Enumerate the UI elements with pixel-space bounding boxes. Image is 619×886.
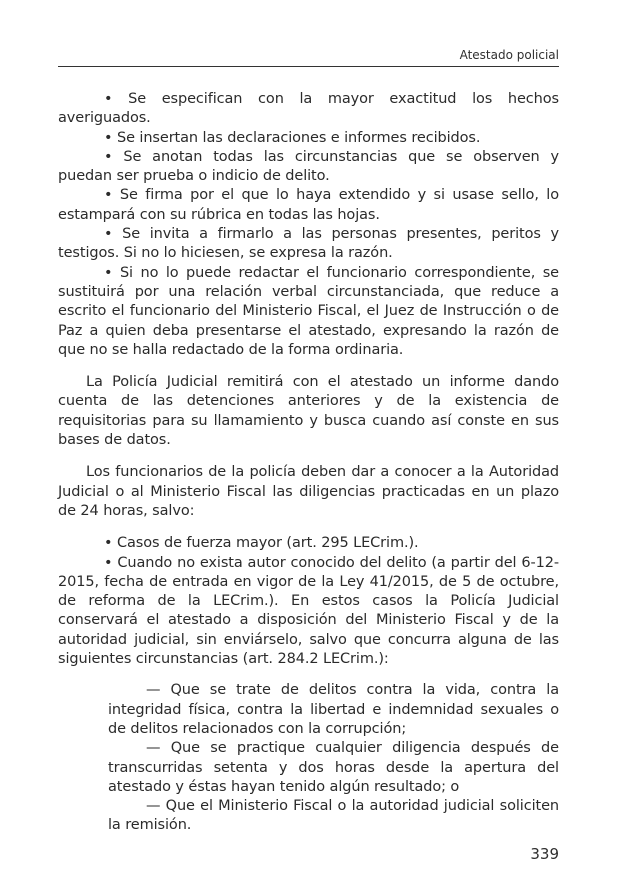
- running-header: Atestado policial: [459, 48, 559, 62]
- dash-item: — Que el Ministerio Fiscal o la autoridad judicial soliciten la remisión.: [108, 798, 559, 834]
- page-body: [58, 90, 559, 836]
- spacer: [58, 521, 559, 534]
- bullet-item: • Se insertan las declaraciones e informes recibidos.: [104, 129, 481, 146]
- spacer: [58, 669, 559, 681]
- bullet-item: • Si no lo puede redactar el funcionario correspondiente, se sustituirá por una relación verbal circunstanciada, que reduce a escrito el funcionario del Ministerio Fiscal, el Juez de Instrucción o de Paz a quien deba presentarse el atestado, expresando la razón de que no se halla redactado de la forma ordinaria.: [58, 264, 559, 358]
- spacer: [58, 450, 559, 463]
- dash-item: — Que se trate de delitos contra la vida, contra la integridad física, contra la libertad e indemnidad sexuales o de delitos relacionados con la corrupción;: [108, 682, 559, 737]
- paragraph: La Policía Judicial remitirá con el atestado un informe dando cuenta de las detenciones anteriores y de la existencia de requisitorias para su llamamiento y busca cuando así conste en sus bases de datos.: [58, 374, 559, 449]
- spacer: [58, 360, 559, 373]
- bullet-item: • Cuando no exista autor conocido del delito (a partir del 6-12-2015, fecha de entrada en vigor de la Ley 41/2015, de 5 de octubre, de reforma de la LECrim.). En estos casos la Policía Judicial conservará el atestado a disposición del Ministerio Fiscal y de la autoridad judicial, sin enviárselo, salvo que concurra alguna de las siguientes circunstancias (art. 284.2 LECrim.):: [58, 554, 559, 668]
- paragraph: Los funcionarios de la policía deben dar a conocer a la Autoridad Judicial o al Ministerio Fiscal las diligencias practicadas en un plazo de 24 horas, salvo:: [58, 464, 559, 519]
- bullet-item: • Se anotan todas las circunstancias que se observen y puedan ser prueba o indicio de delito.: [58, 148, 559, 185]
- bullet-item: • Se invita a firmarlo a las personas presentes, peritos y testigos. Si no lo hiciesen, se expresa la razón.: [58, 226, 559, 262]
- page-number: 339: [530, 845, 559, 863]
- bullet-item: • Se firma por el que lo haya extendido y si usase sello, lo estampará con su rúbrica en todas las hojas.: [58, 187, 559, 223]
- bullet-item: • Casos de fuerza mayor (art. 295 LECrim.).: [104, 535, 419, 552]
- dash-item: — Que se practique cualquier diligencia después de transcurridas setenta y dos horas desde la apertura del atestado y éstas hayan tenido algún resultado; o: [108, 740, 559, 795]
- header-rule: [58, 66, 559, 67]
- bullet-item: • Se especifican con la mayor exactitud los hechos averiguados.: [58, 91, 559, 127]
